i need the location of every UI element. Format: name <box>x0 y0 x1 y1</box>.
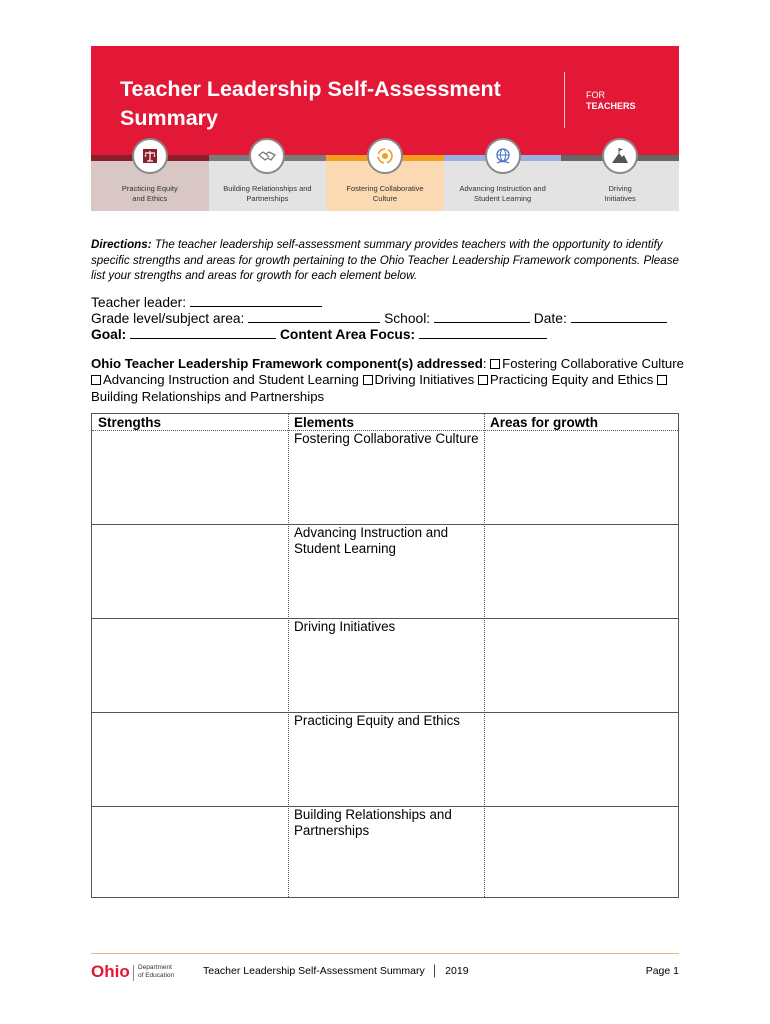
areas-for-growth-header: Areas for growth <box>490 415 599 430</box>
logo-divider <box>133 965 134 981</box>
teacher-leader-row <box>91 295 322 311</box>
teacher-leader-field[interactable] <box>190 295 322 307</box>
footer-title-text: Teacher Leadership Self-Assessment Summary <box>203 965 425 977</box>
ohio-department-logo <box>91 962 201 986</box>
assessment-table <box>91 413 679 898</box>
header-banner <box>91 46 679 211</box>
panel-label-initiatives: Driving Initiatives <box>604 184 636 203</box>
element-equity: Practicing Equity and Ethics <box>294 713 460 728</box>
scales-icon <box>132 138 168 174</box>
checkbox-collaborative[interactable] <box>490 359 500 369</box>
goal-content-row <box>91 327 547 343</box>
teacher-leader-label: Teacher leader: <box>91 295 187 310</box>
framework-label: Ohio Teacher Leadership Framework component(s) addressed <box>91 356 483 371</box>
ohio-logo-word: Ohio <box>91 962 130 981</box>
element-initiatives: Driving Initiatives <box>294 619 396 634</box>
collaboration-icon <box>367 138 403 174</box>
framework-colon: : <box>482 356 487 371</box>
school-field[interactable] <box>434 311 530 323</box>
option-instruction: Advancing Instruction and Student Learning <box>103 372 359 388</box>
logo-education: of Education <box>138 972 175 979</box>
content-area-label: Content Area Focus: <box>279 327 416 342</box>
footer-rule <box>91 953 679 954</box>
checkbox-instruction[interactable] <box>91 375 101 385</box>
directions-label: Directions: <box>91 238 152 251</box>
logo-department: Department <box>138 964 172 971</box>
mountain-flag-icon <box>602 138 638 174</box>
footer-year: 2019 <box>445 965 469 977</box>
panel-label-relationships: Building Relationships and Partnerships <box>223 184 312 203</box>
option-equity: Practicing Equity and Ethics <box>489 372 654 388</box>
banner-divider <box>564 72 565 128</box>
framework-components <box>91 356 686 405</box>
content-area-field[interactable] <box>419 327 547 339</box>
panel-label-equity: Practicing Equity and Ethics <box>121 184 178 203</box>
checkbox-equity[interactable] <box>478 375 488 385</box>
directions-body: The teacher leadership self-assessment summary provides teachers with the opportunity to identify specific strengths and areas for growth pertaining to the Ohio Teacher Leadership Framework components. Please list your strengths and areas for growth for each element below. <box>91 238 679 282</box>
grade-school-date-row <box>91 311 667 327</box>
page-title: Teacher Leadership Self-Assessment Summary <box>120 77 501 130</box>
goal-field[interactable] <box>130 327 276 339</box>
option-collaborative: Fostering Collaborative Culture <box>502 356 684 371</box>
column-divider <box>484 414 485 897</box>
globe-icon <box>485 138 521 174</box>
footer-document-title: Teacher Leadership Self-Assessment Summary │ 2019 <box>203 965 469 977</box>
strengths-header: Strengths <box>98 415 162 430</box>
column-divider <box>288 414 289 897</box>
goal-label: Goal: <box>91 327 127 342</box>
directions-text <box>91 237 681 284</box>
option-relationships: Building Relationships and Partnerships <box>91 388 325 404</box>
checkbox-initiatives[interactable] <box>363 375 373 385</box>
elements-header: Elements <box>294 415 355 430</box>
element-collaborative: Fostering Collaborative Culture <box>294 431 479 446</box>
for-label: FOR <box>586 90 605 100</box>
date-label: Date: <box>533 311 567 326</box>
teachers-label: TEACHERS <box>586 101 636 111</box>
element-relationships: Building Relationships and Partnerships <box>294 807 452 839</box>
element-instruction: Advancing Instruction and Student Learning <box>294 525 449 557</box>
panel-label-instruction: Advancing Instruction and Student Learning <box>459 184 546 203</box>
date-field[interactable] <box>571 311 667 323</box>
school-label: School: <box>384 311 431 326</box>
option-initiatives: Driving Initiatives <box>374 372 475 388</box>
page-number: Page 1 <box>645 965 679 977</box>
panel-label-collaborative: Fostering Collaborative Culture <box>346 184 424 203</box>
grade-level-label: Grade level/subject area: <box>91 311 245 326</box>
checkbox-relationships[interactable] <box>657 375 667 385</box>
logo-department-text <box>138 964 198 980</box>
grade-level-field[interactable] <box>248 311 380 323</box>
